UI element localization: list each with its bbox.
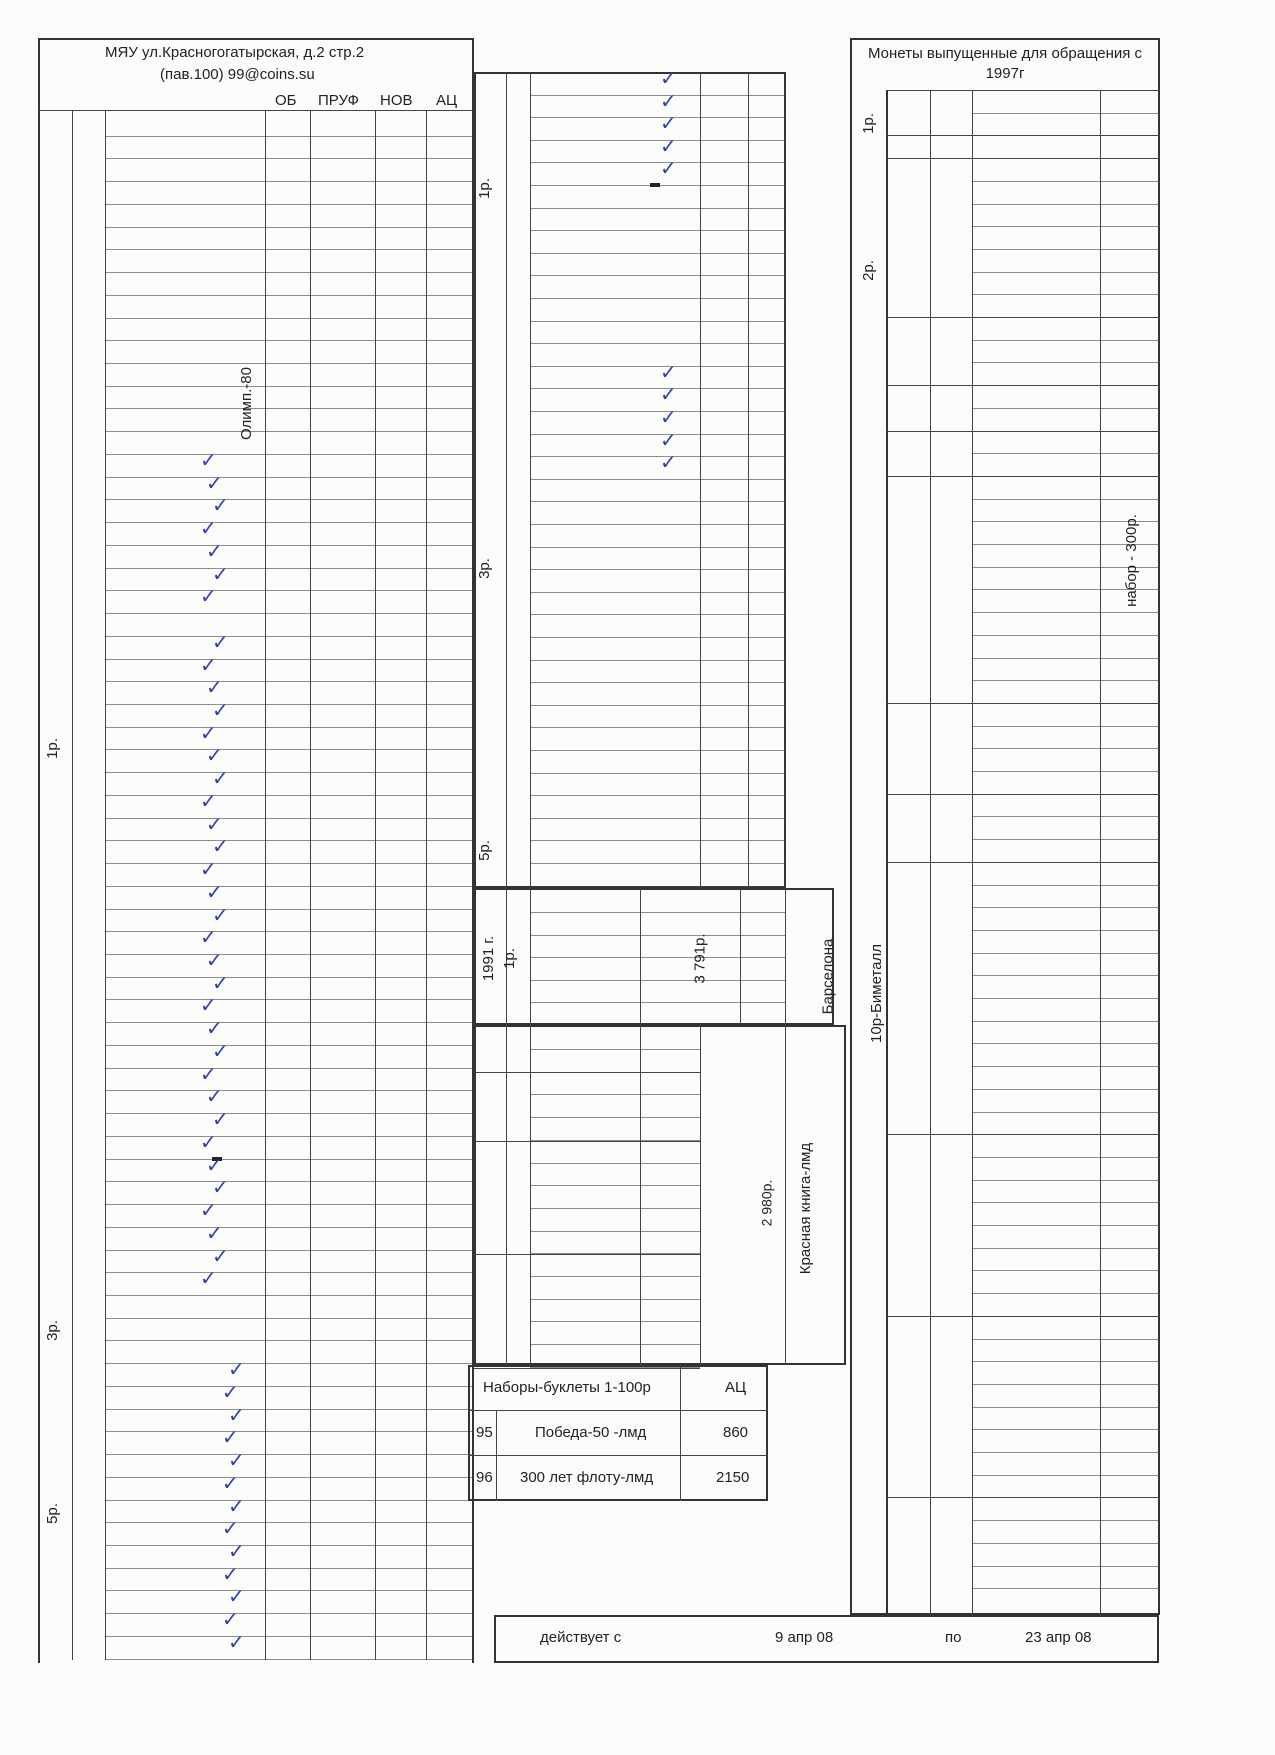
sport-row-rule [530, 935, 785, 936]
check-mark-icon: ✓ [200, 1198, 217, 1223]
mid-row-rule [530, 117, 786, 118]
left-row-rule [105, 1250, 472, 1251]
check-mark-icon: ✓ [200, 788, 217, 813]
right-row-rule [972, 453, 1160, 454]
right-row-rule [972, 1248, 1160, 1249]
right-col-divider [972, 90, 973, 1615]
right-row-rule [972, 1270, 1160, 1271]
left-frame [38, 38, 474, 1663]
left-row-rule [105, 1022, 472, 1023]
left-row-rule [105, 363, 472, 364]
left-row-rule [105, 1181, 472, 1182]
check-mark-icon: ✓ [660, 450, 677, 475]
check-mark-icon: ✓ [206, 538, 223, 563]
sport-den: 1р. [500, 948, 518, 969]
right-row-rule [972, 1112, 1160, 1113]
mid-row-rule [530, 230, 786, 231]
right-year-rule [886, 431, 1160, 432]
right-row-rule [972, 1429, 1160, 1430]
redbook-block-rule [474, 1141, 700, 1142]
check-mark-icon: ✓ [228, 1538, 245, 1563]
right-year-rule [886, 794, 1160, 795]
redbook-row-rule [530, 1231, 700, 1232]
bimetal-label: 10р-Биметалл [867, 944, 885, 1043]
right-year-rule [886, 1134, 1160, 1135]
left-row-rule [105, 181, 472, 182]
mid-row-rule [530, 727, 786, 728]
check-mark-icon: ✓ [200, 516, 217, 541]
mid-row-rule [530, 773, 786, 774]
right-year-rule [886, 703, 1160, 704]
right-row-rule [972, 612, 1160, 613]
left-row-rule [105, 318, 472, 319]
right-row-rule [972, 1339, 1160, 1340]
left-row-rule [105, 999, 472, 1000]
col-ob-header: ОБ [275, 92, 297, 109]
right-row-rule [972, 1566, 1160, 1567]
mid-row-rule [530, 275, 786, 276]
mid-col-divider [506, 72, 507, 888]
right-row-rule [972, 1180, 1160, 1181]
right-year-rule [886, 158, 1160, 159]
check-mark-icon: ✓ [222, 1561, 239, 1586]
redbook-col-divider [506, 1025, 507, 1365]
redbook-row-rule [530, 1299, 700, 1300]
check-mark-icon: ✓ [212, 697, 229, 722]
left-row-rule [105, 795, 472, 796]
right-row-rule [972, 816, 1160, 817]
mid-col-divider [530, 72, 531, 888]
mid-row-rule [530, 818, 786, 819]
redbook-row-rule [530, 1208, 700, 1209]
right-row-rule [972, 885, 1160, 886]
check-mark-icon: ✓ [222, 1379, 239, 1404]
left-row-rule [105, 158, 472, 159]
right-row-rule [972, 975, 1160, 976]
left-row-rule [105, 477, 472, 478]
right-row-rule [972, 771, 1160, 772]
right-row-rule [972, 1021, 1160, 1022]
check-mark-icon: ✓ [206, 1220, 223, 1245]
check-mark-icon: ✓ [206, 1084, 223, 1109]
left-row-rule [105, 1363, 472, 1364]
vernadsky-extra-price [650, 183, 660, 187]
right-row-rule [972, 930, 1160, 931]
check-mark-icon: ✓ [228, 1584, 245, 1609]
right-row-rule [972, 408, 1160, 409]
left-row-rule [105, 136, 472, 137]
left-row-rule [105, 1590, 472, 1591]
mid-row-rule [530, 298, 786, 299]
mid-row-rule [530, 140, 786, 141]
check-mark-icon: ✓ [206, 1016, 223, 1041]
mid-col-divider [700, 72, 701, 888]
right-row-rule [972, 726, 1160, 727]
check-mark-icon: ✓ [200, 1266, 217, 1291]
left-row-rule [105, 1409, 472, 1410]
left-row-rule [105, 818, 472, 819]
right-row-rule [972, 499, 1160, 500]
mid-col-divider [748, 72, 749, 888]
olimp-label: Олимп.-80 [237, 367, 255, 440]
mid-row-rule [530, 434, 786, 435]
left-row-rule [105, 1318, 472, 1319]
mid-row-rule [530, 705, 786, 706]
left-row-rule [105, 727, 472, 728]
booklet-name-2: 300 лет флоту-лмд [520, 1469, 654, 1486]
booklet-name-1: Победа-50 -лмд [535, 1424, 647, 1441]
left-row-rule [105, 1636, 472, 1637]
mid-row-rule [530, 886, 786, 887]
booklets-title: Наборы-буклеты 1-100р [483, 1379, 651, 1396]
check-mark-icon: ✓ [212, 1175, 229, 1200]
left-row-rule [105, 227, 472, 228]
mid-row-rule [530, 660, 786, 661]
validity-to-label: по [945, 1629, 962, 1646]
left-row-rule [105, 1568, 472, 1569]
left-row-rule [105, 295, 472, 296]
left-row-rule [105, 1477, 472, 1478]
left-row-rule [105, 749, 472, 750]
right-row-rule [972, 1089, 1160, 1090]
right-year-rule [886, 135, 1160, 136]
left-row-rule [105, 1659, 472, 1660]
left-row-rule [105, 431, 472, 432]
left-row-rule [105, 659, 472, 660]
mid-row-rule [530, 592, 786, 593]
check-mark-icon: ✓ [212, 629, 229, 654]
mid-row-rule [530, 162, 786, 163]
sport-col-divider [785, 888, 786, 1025]
left-header-rule [38, 110, 474, 111]
right-row-rule [972, 1043, 1160, 1044]
col-nov-header: НОВ [380, 92, 413, 109]
check-mark-icon: ✓ [206, 811, 223, 836]
booklets-ac: АЦ [725, 1379, 747, 1396]
right-row-rule [972, 272, 1160, 273]
sport-set-price: 3 791р. [691, 933, 709, 984]
right-year-rule [886, 385, 1160, 386]
left-row-rule [105, 499, 472, 500]
mid-group-1r: 1р. [475, 178, 493, 199]
check-mark-icon: ✓ [200, 447, 217, 472]
check-mark-icon: ✓ [660, 382, 677, 407]
left-row-rule [105, 1500, 472, 1501]
left-row-rule [105, 522, 472, 523]
right-row-rule [972, 658, 1160, 659]
mid-row-rule [530, 208, 786, 209]
check-mark-icon: ✓ [200, 857, 217, 882]
check-mark-icon: ✓ [660, 427, 677, 452]
validity-from: 9 апр 08 [775, 1629, 834, 1646]
check-mark-icon: ✓ [228, 1629, 245, 1654]
booklet-year-2: 96 [476, 1469, 493, 1486]
check-mark-icon: ✓ [212, 902, 229, 927]
left-row-rule [105, 681, 472, 682]
right-row-rule [972, 680, 1160, 681]
left-row-rule [105, 408, 472, 409]
left-row-rule [105, 1090, 472, 1091]
check-mark-icon: ✓ [212, 970, 229, 995]
mid-row-rule [530, 253, 786, 254]
right-row-rule [972, 113, 1160, 114]
right-year-rule [886, 317, 1160, 318]
redbook-total: 2 980р. [758, 1179, 775, 1227]
check-mark-icon: ✓ [212, 1107, 229, 1132]
set-2002-label: набор - 300р. [1122, 514, 1140, 607]
mid-row-rule [530, 501, 786, 502]
left-row-rule [105, 1136, 472, 1137]
check-mark-icon: ✓ [660, 405, 677, 429]
right-title: Монеты выпущенные для обращения с 1997г [867, 45, 1143, 82]
redbook-label: Красная книга-лмд [797, 1142, 815, 1275]
left-row-rule [105, 454, 472, 455]
redbook-row-rule [530, 1276, 700, 1277]
right-row-rule [972, 1225, 1160, 1226]
check-mark-icon: ✓ [660, 111, 677, 136]
right-year-rule [886, 1316, 1160, 1317]
check-mark-icon: ✓ [228, 1448, 245, 1473]
redbook-block-rule [474, 1254, 700, 1255]
left-group-1r: 1р. [43, 738, 61, 759]
redbook-col-divider [530, 1025, 531, 1365]
mid-row-rule [530, 479, 786, 480]
check-mark-icon: ✓ [206, 743, 223, 768]
redbook-row-rule [530, 1049, 700, 1050]
check-mark-icon: ✓ [212, 493, 229, 518]
right-row-rule [972, 839, 1160, 840]
right-group-1r: 1р. [859, 113, 877, 134]
right-year-rule [886, 862, 1160, 863]
check-mark-icon: ✓ [200, 1129, 217, 1154]
mid-row-rule [530, 547, 786, 548]
col-ac-header: АЦ [436, 92, 458, 109]
mid-row-rule [530, 411, 786, 412]
right-row-rule [972, 748, 1160, 749]
check-mark-icon: ✓ [660, 133, 677, 158]
right-row-rule [972, 953, 1160, 954]
check-mark-icon: ✓ [206, 879, 223, 904]
left-group-5r: 5р. [43, 1503, 61, 1524]
right-row-rule [972, 1361, 1160, 1362]
check-mark-icon: ✓ [200, 652, 217, 677]
mid-row-rule [530, 840, 786, 841]
right-row-rule [972, 1066, 1160, 1067]
right-row-rule [972, 181, 1160, 182]
right-row-rule [972, 1202, 1160, 1203]
check-mark-icon: ✓ [660, 66, 677, 90]
left-row-rule [105, 204, 472, 205]
sport-label: Барселона [819, 938, 837, 1015]
right-row-rule [972, 340, 1160, 341]
right-group-2r: 2р. [859, 260, 877, 281]
left-row-rule [105, 704, 472, 705]
right-row-rule [972, 226, 1160, 227]
right-row-rule [972, 635, 1160, 636]
redbook-row-rule [530, 1117, 700, 1118]
mid-row-rule [530, 321, 786, 322]
check-mark-icon: ✓ [200, 925, 217, 950]
booklet-price-1: 860 [723, 1424, 749, 1441]
check-mark-icon: ✓ [660, 156, 677, 181]
validity-label: действует с [540, 1629, 622, 1646]
redbook-row-rule [530, 1094, 700, 1095]
check-mark-icon: ✓ [228, 1493, 245, 1518]
mid-row-rule [530, 637, 786, 638]
check-mark-icon: ✓ [200, 720, 217, 745]
check-mark-icon: ✓ [200, 993, 217, 1018]
right-row-rule [972, 1452, 1160, 1453]
redbook-row-rule [530, 1344, 700, 1345]
check-mark-icon: ✓ [212, 766, 229, 791]
sport-row-rule [530, 912, 785, 913]
mid-row-rule [530, 343, 786, 344]
check-mark-icon: ✓ [200, 1061, 217, 1086]
right-row-rule [972, 1475, 1160, 1476]
right-row-rule [972, 294, 1160, 295]
mid-group-5r: 5р. [475, 840, 493, 861]
left-group-3r: 3р. [43, 1320, 61, 1341]
mid-row-rule [530, 388, 786, 389]
left-row-rule [105, 568, 472, 569]
check-mark-icon: ✓ [228, 1402, 245, 1427]
check-mark-icon: ✓ [222, 1470, 239, 1495]
check-mark-icon: ✓ [206, 470, 223, 495]
left-row-rule [105, 1431, 472, 1432]
right-row-rule [972, 1407, 1160, 1408]
check-mark-icon: ✓ [222, 1607, 239, 1632]
mid-row-rule [530, 456, 786, 457]
check-mark-icon: ✓ [228, 1357, 245, 1382]
mid-row-rule [530, 795, 786, 796]
mid-row-rule [530, 750, 786, 751]
right-row-rule [972, 998, 1160, 999]
check-mark-icon: ✓ [222, 1516, 239, 1541]
right-row-rule [972, 1293, 1160, 1294]
mid-row-rule [530, 366, 786, 367]
left-row-rule [105, 863, 472, 864]
right-col-divider [1100, 90, 1101, 1615]
mid-row-rule [530, 614, 786, 615]
sport-row-rule [530, 957, 785, 958]
col-proof-header: ПРУФ [318, 92, 359, 109]
right-row-rule [972, 204, 1160, 205]
check-mark-icon: ✓ [212, 561, 229, 586]
left-row-rule [105, 1204, 472, 1205]
validity-to: 23 апр 08 [1025, 1629, 1092, 1646]
left-row-rule [105, 613, 472, 614]
left-row-rule [105, 977, 472, 978]
booklet-price-2: 2150 [716, 1469, 750, 1486]
redbook-block-rule [474, 1072, 700, 1073]
right-row-rule [972, 907, 1160, 908]
left-row-rule [105, 954, 472, 955]
check-mark-icon: ✓ [660, 88, 677, 113]
right-row-rule [972, 1384, 1160, 1385]
left-row-rule [105, 1295, 472, 1296]
left-row-rule [105, 1068, 472, 1069]
mid-group-3r: 3р. [475, 558, 493, 579]
right-year-rule [886, 90, 1160, 91]
redbook-col-divider [785, 1025, 786, 1365]
left-col-divider [72, 110, 73, 1660]
check-mark-icon: ✓ [206, 948, 223, 972]
check-mark-icon: ✓ [212, 1038, 229, 1063]
left-row-rule [105, 590, 472, 591]
shop-name: МЯУ ул.Красногогатырская, д.2 стр.2 [105, 44, 365, 61]
left-row-rule [105, 1272, 472, 1273]
right-row-rule [972, 1543, 1160, 1544]
check-mark-icon: ✓ [206, 1152, 223, 1177]
redbook-col-divider [640, 1025, 641, 1365]
left-row-rule [105, 636, 472, 637]
redbook-row-rule [530, 1185, 700, 1186]
mid-row-rule [530, 524, 786, 525]
redbook-row-rule [530, 1163, 700, 1164]
check-mark-icon: ✓ [660, 359, 677, 384]
left-row-rule [105, 1454, 472, 1455]
left-row-rule [105, 386, 472, 387]
check-mark-icon: ✓ [206, 675, 223, 700]
left-row-rule [105, 1045, 472, 1046]
right-inner-frame [886, 90, 1160, 1615]
left-row-rule [105, 909, 472, 910]
sport-year: 1991 г. [480, 935, 498, 982]
right-col-divider [930, 90, 931, 1615]
left-row-rule [105, 1613, 472, 1614]
left-row-rule [105, 249, 472, 250]
left-row-rule [105, 931, 472, 932]
left-row-rule [105, 272, 472, 273]
left-row-rule [105, 772, 472, 773]
right-row-rule [972, 249, 1160, 250]
right-year-rule [886, 476, 1160, 477]
left-row-rule [105, 1522, 472, 1523]
left-row-rule [105, 886, 472, 887]
left-row-rule [105, 340, 472, 341]
mid-row-rule [530, 863, 786, 864]
left-row-rule [105, 840, 472, 841]
right-row-rule [972, 1157, 1160, 1158]
shop-contact: (пав.100) 99@coins.su [160, 66, 315, 83]
mid-row-rule [530, 682, 786, 683]
check-mark-icon: ✓ [212, 834, 229, 859]
mid-row-rule [530, 569, 786, 570]
mid-row-rule [530, 95, 786, 96]
check-mark-icon: ✓ [212, 1243, 229, 1268]
sport-row-rule [530, 980, 785, 981]
booklet-year-1: 95 [476, 1424, 493, 1441]
right-row-rule [972, 1520, 1160, 1521]
left-row-rule [105, 1340, 472, 1341]
left-row-rule [105, 1159, 472, 1160]
left-row-rule [105, 545, 472, 546]
sport-row-rule [530, 1002, 785, 1003]
right-row-rule [972, 362, 1160, 363]
left-row-rule [105, 1545, 472, 1546]
left-row-rule [105, 1227, 472, 1228]
redbook-col-divider [700, 1025, 701, 1365]
left-row-rule [105, 1386, 472, 1387]
redbook-row-rule [530, 1321, 700, 1322]
mid-frame [474, 72, 786, 888]
right-row-rule [972, 1588, 1160, 1589]
check-mark-icon: ✓ [222, 1425, 239, 1450]
left-row-rule [105, 1113, 472, 1114]
check-mark-icon: ✓ [200, 584, 217, 609]
right-year-rule [886, 1497, 1160, 1498]
